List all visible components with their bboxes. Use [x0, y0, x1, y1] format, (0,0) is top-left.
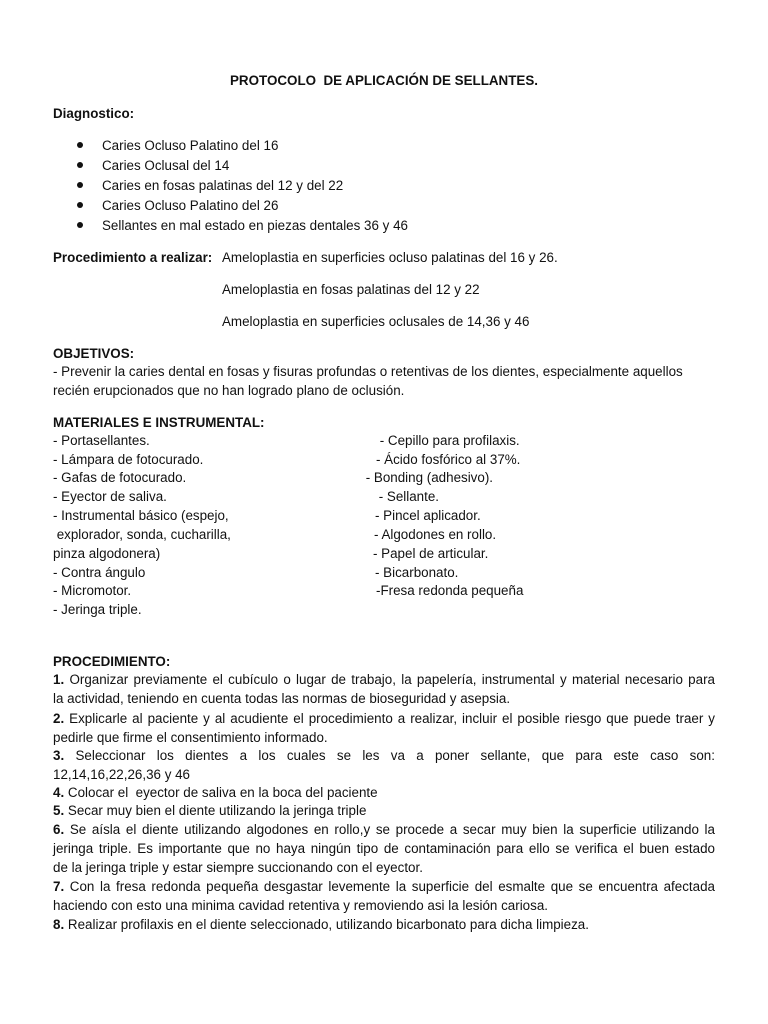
bullet-icon [76, 177, 84, 185]
procedimiento-step-line: la actividad, teniendo en cuenta todas las normas de bioseguridad y asepsia. [53, 691, 511, 706]
materiales-left-item: - Lámpara de fotocurado. [53, 452, 204, 467]
materiales-right-item: - Pincel aplicador. [375, 508, 481, 523]
procedimiento-step-line [53, 671, 715, 689]
step-number: 6. [53, 822, 65, 837]
materiales-right-item: - Papel de articular. [373, 546, 489, 561]
procedimiento-step-line: pedirle que firme el consentimiento informado. [53, 730, 328, 745]
step-number: 8. [53, 917, 65, 932]
materiales-right-item: - Ácido fosfórico al 37%. [376, 452, 521, 467]
step-number: 1. [53, 672, 65, 687]
procedimiento-realizar-label: Procedimiento a realizar: [53, 250, 213, 265]
procedimiento-realizar-item: Ameloplastia en fosas palatinas del 12 y 22 [222, 282, 480, 297]
procedimiento-step-line [53, 878, 715, 896]
step-number: 3. [53, 748, 65, 763]
materiales-right-item: - Cepillo para profilaxis. [376, 433, 520, 448]
diagnostico-heading: Diagnostico: [53, 106, 135, 121]
step-number: 4. [53, 785, 65, 800]
step-text: Secar muy bien el diente utilizando la jeringa triple [67, 803, 367, 818]
materiales-right-item: - Bicarbonato. [375, 565, 459, 580]
step-text: Organizar previamente el cubículo o lugar de trabajo, la papelería, instrumental y material necesario para [69, 672, 715, 687]
procedimiento-step-line [53, 710, 715, 728]
bullet-icon [76, 137, 84, 145]
step-text: Seleccionar los dientes a los cuales se les va a poner sellante, que para este caso son: [75, 748, 715, 763]
diagnostico-item: Caries en fosas palatinas del 12 y del 22 [102, 178, 344, 193]
procedimiento-step-line [53, 784, 378, 802]
objetivos-heading: OBJETIVOS: [53, 346, 135, 361]
step-number: 5. [53, 803, 65, 818]
step-text: Realizar profilaxis en el diente seleccionado, utilizando bicarbonato para dicha limpieza. [67, 917, 589, 932]
step-number: 7. [53, 879, 65, 894]
step-text: Se aísla el diente utilizando algodones en rollo,y se procede a secar muy bien la superficie utilizando la [69, 822, 715, 837]
diagnostico-item: Sellantes en mal estado en piezas dentales 36 y 46 [102, 218, 408, 233]
procedimiento-heading: PROCEDIMIENTO: [53, 654, 171, 669]
materiales-right-item: -Fresa redonda pequeña [376, 583, 524, 598]
document-title: PROTOCOLO DE APLICACIÓN DE SELLANTES. [229, 73, 538, 88]
materiales-right-item: - Sellante. [375, 489, 440, 504]
objetivos-line: recién erupcionados que no han logrado plano de oclusión. [53, 383, 405, 398]
materiales-left-item: explorador, sonda, cucharilla, [53, 527, 231, 542]
diagnostico-item: Caries Ocluso Palatino del 26 [102, 198, 279, 213]
materiales-left-item: - Portasellantes. [53, 433, 150, 448]
materiales-left-item: - Micromotor. [53, 583, 132, 598]
procedimiento-realizar-item: Ameloplastia en superficies oclusales de 14,36 y 46 [222, 314, 530, 329]
materiales-right-item: - Bonding (adhesivo). [362, 470, 494, 485]
procedimiento-step-line: 12,14,16,22,26,36 y 46 [53, 767, 190, 782]
step-text: Con la fresa redonda pequeña desgastar levemente la superficie del esmalte que se encuentra afectada [69, 879, 715, 894]
procedimiento-step-line: de la jeringa triple y estar siempre succionando con el eyector. [53, 860, 423, 875]
objetivos-line: - Prevenir la caries dental en fosas y fisuras profundas o retentivas de los dientes, especialmente aquellos [53, 364, 683, 379]
procedimiento-step-line [53, 802, 366, 820]
materiales-left-item: - Gafas de fotocurado. [53, 470, 187, 485]
materiales-left-item: - Jeringa triple. [53, 602, 142, 617]
materiales-left-item: - Instrumental básico (espejo, [53, 508, 229, 523]
materiales-right-item: - Algodones en rollo. [374, 527, 497, 542]
procedimiento-realizar-item: Ameloplastia en superficies ocluso palatinas del 16 y 26. [222, 250, 558, 265]
bullet-icon [76, 157, 84, 165]
materiales-left-item: - Eyector de saliva. [53, 489, 167, 504]
procedimiento-step-line: haciendo con esto una minima cavidad retentiva y removiendo asi la lesión cariosa. [53, 898, 548, 913]
step-text: Colocar el eyector de saliva en la boca del paciente [67, 785, 378, 800]
bullet-icon [76, 217, 84, 225]
procedimiento-step-line [53, 821, 715, 839]
procedimiento-step-line [53, 747, 715, 765]
materiales-left-item: pinza algodonera) [53, 546, 161, 561]
materiales-heading: MATERIALES E INSTRUMENTAL: [53, 415, 265, 430]
bullet-icon [76, 197, 84, 205]
procedimiento-step-line: jeringa triple. Es importante que no haya ningún tipo de contaminación para ello se verifica el buen estado [53, 841, 715, 856]
diagnostico-item: Caries Oclusal del 14 [102, 158, 230, 173]
step-text: Explicarle al paciente y al acudiente el procedimiento a realizar, incluir el posible riesgo que puede traer y [69, 711, 715, 726]
step-number: 2. [53, 711, 65, 726]
procedimiento-step-line [53, 916, 589, 934]
diagnostico-item: Caries Ocluso Palatino del 16 [102, 138, 279, 153]
materiales-left-item: - Contra ángulo [53, 565, 146, 580]
